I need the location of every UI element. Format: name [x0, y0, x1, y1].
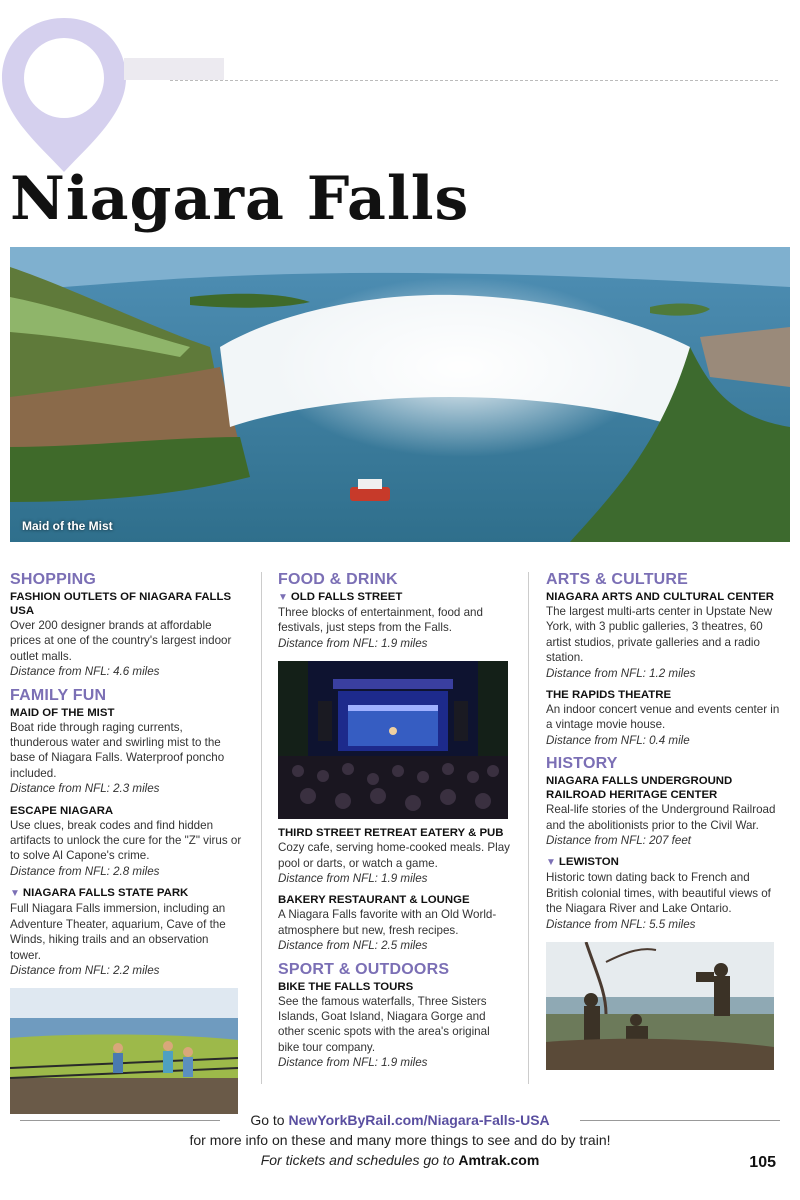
listing-name: ESCAPE NIAGARA — [10, 804, 114, 817]
listing-name: NIAGARA ARTS AND CULTURAL CENTER — [546, 591, 775, 603]
listing-distance: Distance from NFL: 2.5 miles — [278, 939, 428, 953]
column-divider — [261, 572, 262, 1084]
listing-distance: Distance from NFL: 2.3 miles — [10, 782, 160, 796]
website-link[interactable]: NewYorkByRail.com/Niagara-Falls-USA — [288, 1112, 550, 1128]
listing-name: NIAGARA FALLS UNDERGROUND RAILROAD HERITAGE CENTER — [546, 775, 733, 802]
listing-name: OLD FALLS STREET — [290, 591, 403, 603]
footer-tickets-text: For tickets and schedules go to — [260, 1152, 459, 1168]
listing-name: BIKE THE FALLS TOURS — [278, 980, 414, 993]
listing-description: The largest multi-arts center in Upstate New York, with 3 public galleries, 3 theatres, 60 artist studios, private galleries and a radio station. — [546, 605, 773, 665]
footer-line-1 — [0, 1110, 800, 1130]
listing-name: BAKERY RESTAURANT & LOUNGE — [278, 894, 470, 907]
listing-distance: Distance from NFL: 2.2 miles — [10, 963, 160, 977]
listing-description: See the famous waterfalls, Three Sisters Islands, Goat Island, Niagara Gorge and other scenic spots with the area's original bike tour company. — [278, 994, 490, 1054]
listing-name: THIRD STREET RETREAT EATERY & PUB — [278, 827, 504, 840]
listing-distance: Distance from NFL: 4.6 miles — [10, 665, 160, 679]
listing-distance: Distance from NFL: 5.5 miles — [546, 917, 696, 931]
hero-image — [10, 247, 790, 542]
listing-name-row — [10, 886, 242, 901]
listing-distance: Distance from NFL: 1.9 miles — [278, 872, 428, 886]
state-park-photo — [10, 988, 238, 1114]
listing-distance: Distance from NFL: 1.9 miles — [278, 1056, 428, 1070]
footer-line-3 — [0, 1150, 800, 1170]
triangle-bullet-icon: ▼ — [546, 857, 556, 869]
section-heading-food-drink: FOOD & DRINK — [278, 571, 398, 588]
column-right — [546, 570, 782, 1070]
listing-description: Use clues, break codes and find hidden artifacts to unlock the cure for the "Z" virus or to solve Al Capone's crime. — [10, 818, 242, 863]
listing-description: Over 200 designer brands at affordable prices at one of the country's largest indoor outlet malls. — [10, 619, 232, 663]
section-heading-shopping: SHOPPING — [10, 571, 97, 588]
listing-name-row — [546, 855, 782, 870]
listing-name: THE RAPIDS THEATRE — [546, 689, 672, 702]
footer-go-to: Go to — [250, 1112, 289, 1128]
listing-description: A Niagara Falls favorite with an Old World-atmosphere but new, fresh recipes. — [278, 908, 497, 937]
lewiston-statue-photo — [546, 942, 774, 1070]
listing-distance: Distance from NFL: 2.8 miles — [10, 864, 160, 878]
header-tab — [124, 58, 224, 80]
map-pin-icon — [0, 14, 130, 174]
listing-description: Three blocks of entertainment, food and festivals, just steps from the Falls. — [278, 606, 483, 635]
listing-distance: Distance from NFL: 1.9 miles — [278, 636, 428, 650]
listing-description: Full Niagara Falls immersion, including an Adventure Theater, aquarium, Cave of the Winds, hiking trails and an observation tower. — [10, 902, 226, 962]
listing-name-row — [278, 590, 510, 605]
listing-description: Cozy cafe, serving home-cooked meals. Play pool or darts, or watch a game. — [278, 841, 510, 870]
listing-description: Historic town dating back to French and British colonial times, with beautiful views of the Niagara River and Lake Ontario. — [546, 871, 771, 916]
hero-caption: Maid of the Mist — [22, 519, 113, 533]
listing-name: LEWISTON — [558, 856, 619, 869]
listing-distance: Distance from NFL: 0.4 mile — [546, 733, 690, 747]
listing-name: FASHION OUTLETS OF NIAGARA FALLS USA — [10, 591, 232, 617]
triangle-bullet-icon: ▼ — [278, 592, 288, 603]
column-middle — [278, 570, 510, 1071]
page-title: Niagara Falls — [10, 164, 470, 234]
page-number: 105 — [749, 1154, 776, 1171]
triangle-bullet-icon: ▼ — [10, 888, 20, 900]
amtrak-link[interactable]: Amtrak.com — [458, 1152, 540, 1168]
listing-name: MAID OF THE MIST — [10, 706, 115, 719]
listing-description: Boat ride through raging currents, thunderous water and swirling mist to the base of Niagara Falls. Waterproof poncho included. — [10, 720, 225, 780]
footer — [0, 1110, 800, 1170]
column-divider — [528, 572, 529, 1084]
section-heading-history: HISTORY — [546, 755, 618, 773]
listing-distance: Distance from NFL: 1.2 miles — [546, 666, 696, 680]
column-left — [10, 570, 242, 1114]
listing-name: NIAGARA FALLS STATE PARK — [22, 887, 189, 900]
listing-description: Real-life stories of the Underground Railroad and the abolitionists prior to the Civil War. — [546, 803, 776, 832]
listing-distance: Distance from NFL: 207 feet — [546, 834, 691, 848]
section-heading-sport-outdoors: SPORT & OUTDOORS — [278, 960, 450, 978]
listing-description: An indoor concert venue and events center in a vintage movie house. — [546, 703, 780, 732]
footer-line-2: for more info on these and many more things to see and do by train! — [189, 1132, 611, 1148]
section-heading-arts-culture: ARTS & CULTURE — [546, 571, 689, 588]
header-rule — [170, 80, 778, 81]
section-heading-family-fun: FAMILY FUN — [10, 686, 107, 704]
old-falls-street-concert-photo — [278, 661, 508, 819]
